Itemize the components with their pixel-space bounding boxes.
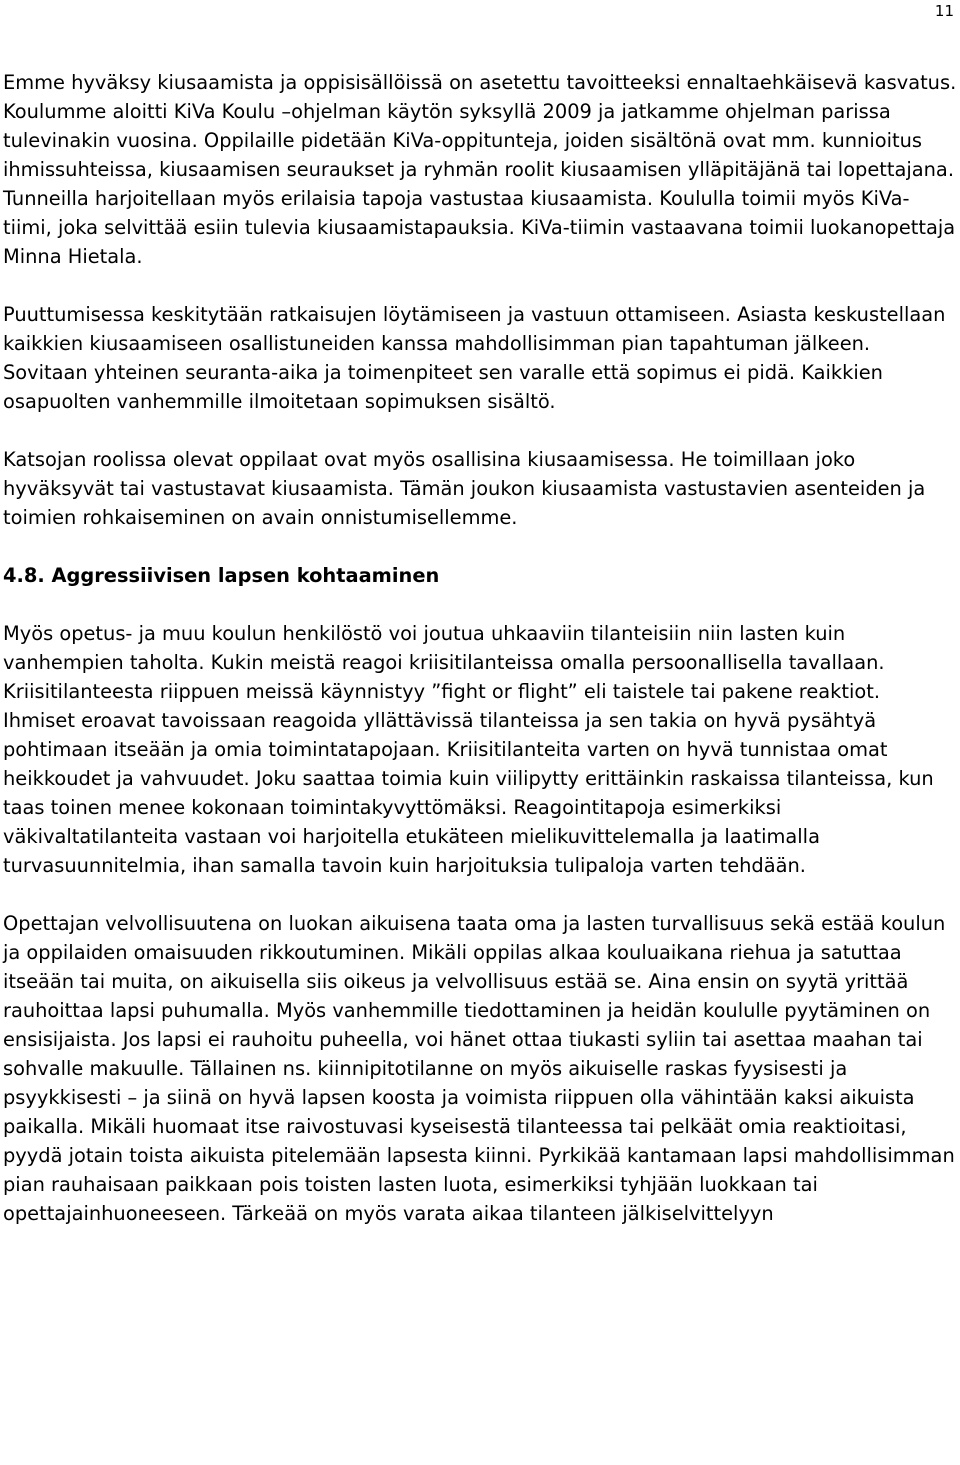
document-body [3, 68, 957, 1228]
paragraph-bystanders: Katsojan roolissa olevat oppilaat ovat myös osallisina kiusaamisessa. He toimillaan joko hyväksyvät tai vastustavat kiusaamista. Tämän joukon kiusaamista vastustavien asenteiden ja toimien rohkaiseminen on avain onnistumisellemme. [3, 448, 926, 529]
paragraph-intervention: Puuttumisessa keskitytään ratkaisujen löytämiseen ja vastuun ottamiseen. Asiasta keskustellaan kaikkien kiusaamiseen osallistuneiden kanssa mahdollisimman pian tapahtuman jälkeen. Sovitaan yhteinen seuranta-aika ja toimenpiteet sen varalle että sopimus ei pidä. Kaikkien osapuolten vanhemmille ilmoitetaan sopimuksen sisältö. [3, 303, 946, 413]
paragraph-teacher-duty: Opettajan velvollisuutena on luokan aikuisena taata oma ja lasten turvallisuus sekä estää koulun ja oppilaiden omaisuuden rikkoutuminen. Mikäli oppilas alkaa kouluaikana riehua ja satuttaa itseään tai muita, on aikuisella siis oikeus ja velvollisuus estää se. Aina ensin on syytä yrittää rauhoittaa lapsi puhumalla. Myös vanhemmille tiedottaminen ja heidän koululle pyytäminen on ensisijaista. Jos lapsi ei rauhoitu puheella, voi hänet ottaa tiukasti syliin tai asettaa maahan tai sohvalle makuulle. Tällainen ns. kiinnipitotilanne on myös aikuiselle raskas fyysisesti ja psyykkisesti – ja siinä on hyvä lapsen koosta ja voimista riippuen olla vähintään kaksi aikuista paikalla. Mikäli huomaat itse raivostuvasi kyseisestä tilanteessa tai pelkäät omia reaktioitasi, pyydä jotain toista aikuista pitelemään lapsesta kiinni. Pyrkikää kantamaan lapsi mahdollisimman pian rauhaisaan paikkaan pois toisten lasten luota, esimerkiksi tyhjään luokkaan tai opettajainhuoneeseen. Tärkeää on myös varata aikaa tilanteen jälkiselvittelyyn [3, 912, 955, 1225]
paragraph-kiva-program: Emme hyväksy kiusaamista ja oppisisällöissä on asetettu tavoitteeksi ennaltaehkäisevä kasvatus. Koulumme aloitti KiVa Koulu –ohjelman käytön syksyllä 2009 ja jatkamme ohjelman parissa tulevinakin vuosina. Oppilaille pidetään KiVa-oppitunteja, joiden sisältönä ovat mm. kunnioitus ihmissuhteissa, kiusaamisen seuraukset ja ryhmän roolit kiusaamisen ylläpitäjänä tai lopettajana. Tunneilla harjoitellaan myös erilaisia tapoja vastustaa kiusaamista. Koululla toimii myös KiVa-tiimi, joka selvittää esiin tulevia kiusaamistapauksia. KiVa-tiimin vastaavana toimii luokanopettaja Minna Hietala. [3, 71, 957, 268]
page-number: 11 [934, 2, 954, 20]
section-heading: 4.8. Aggressiivisen lapsen kohtaaminen [3, 564, 440, 587]
paragraph-staff-threats: Myös opetus- ja muu koulun henkilöstö voi joutua uhkaaviin tilanteisiin niin lasten kuin vanhempien taholta. Kukin meistä reagoi kriisitilanteissa omalla persoonallisella tavallaan. Kriisitilanteesta riippuen meissä käynnistyy ”fight or flight” eli taistele tai pakene reaktiot. Ihmiset eroavat tavoissaan reagoida yllättävissä tilanteissa ja sen takia on hyvä pysähtyä pohtimaan itseään ja omia toimintatapojaan. Kriisitilanteita varten on hyvä tunnistaa omat heikkoudet ja vahvuudet. Joku saattaa toimia kuin viilipytty erittäinkin raskaissa tilanteissa, kun taas toinen menee kokonaan toimintakyvyttömäksi. Reagointitapoja esimerkiksi väkivaltatilanteita vastaan voi harjoitella etukäteen mielikuvittelemalla ja laatimalla turvasuunnitelmia, ihan samalla tavoin kuin harjoituksia tulipaloja varten tehdään. [3, 622, 934, 877]
